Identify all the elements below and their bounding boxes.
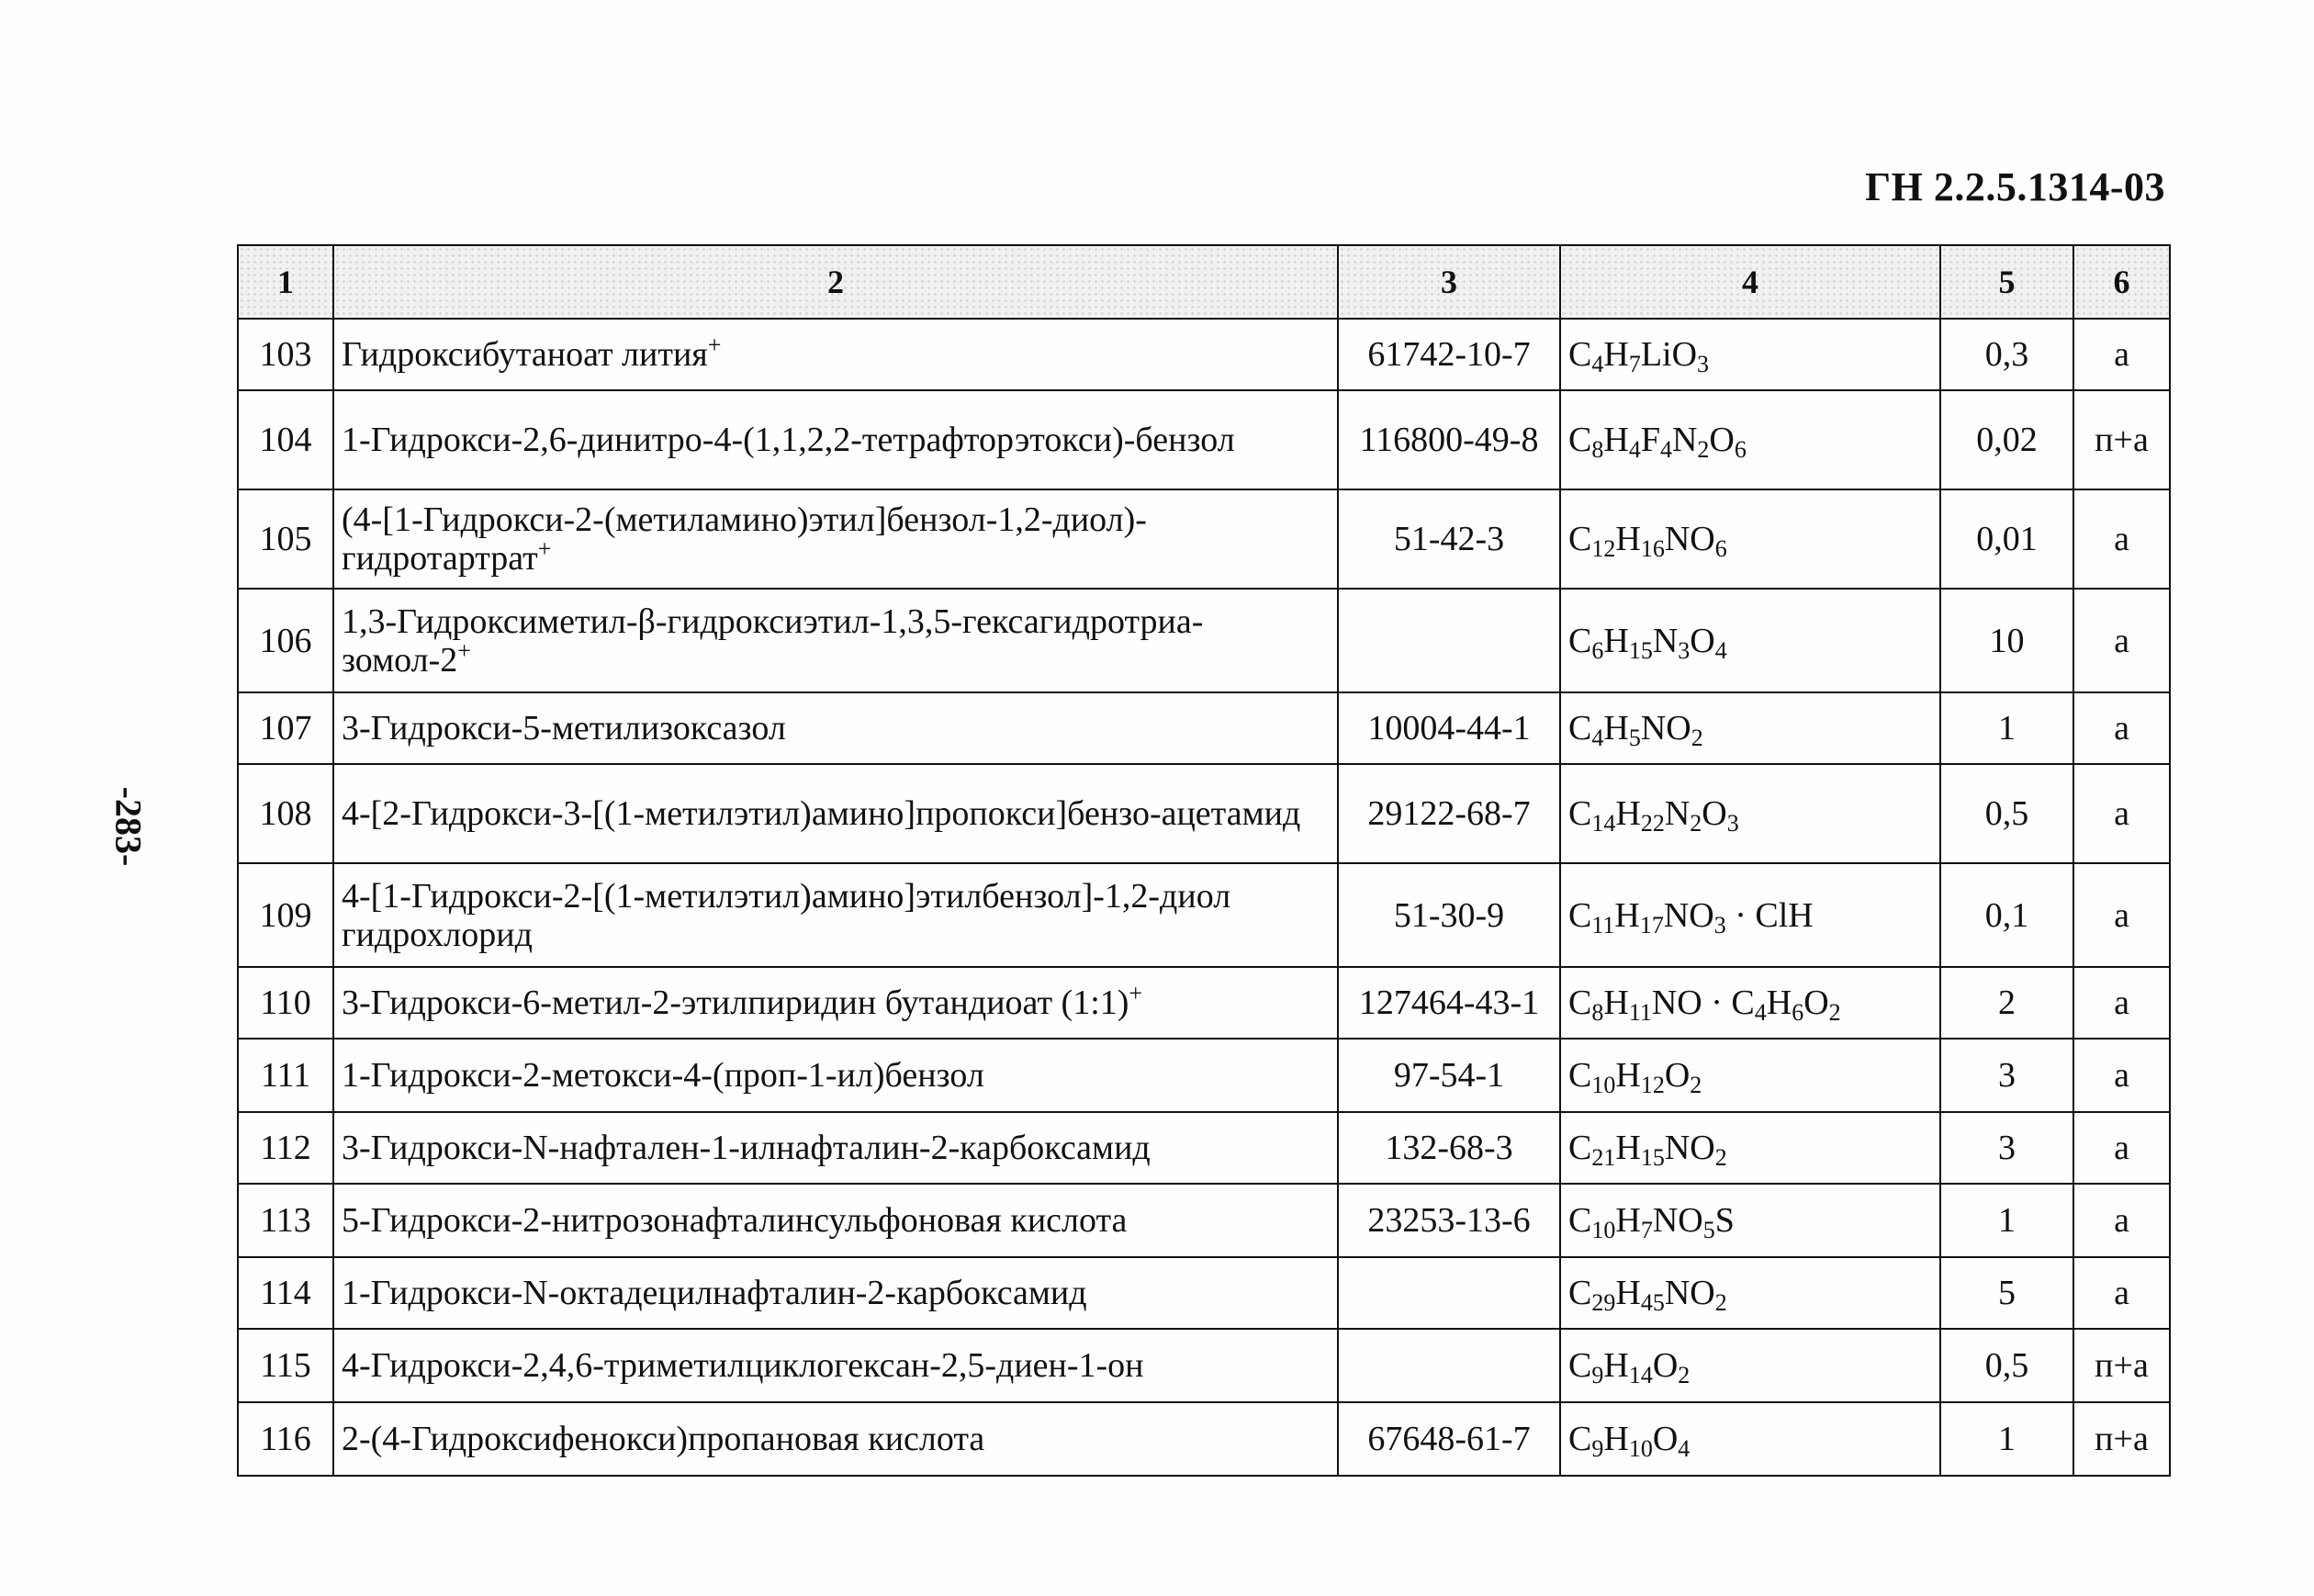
substance-name: 1-Гидрокси-2-метокси-4-(проп-1-ил)бензол: [333, 1039, 1338, 1112]
limit-value: 10: [1940, 589, 2073, 692]
table-row: [238, 1184, 2170, 1257]
limit-value: 0,3: [1940, 319, 2073, 390]
column-header: 4: [1560, 245, 1940, 319]
chemical-formula: $C_6H_{15}N_3O_4$: [1560, 589, 1940, 692]
chemical-formula: $C_{14}H_{22}N_2O_3$: [1560, 764, 1940, 863]
row-number: 108: [238, 764, 333, 863]
row-number: 116: [238, 1402, 333, 1476]
aggregate-state: а: [2073, 863, 2170, 967]
chemical-formula: $C_8H_{11}NO \cdot C_4H_6O_2$: [1560, 967, 1940, 1039]
limit-value: 5: [1940, 1257, 2073, 1329]
limit-value: 1: [1940, 692, 2073, 764]
chemical-formula: $C_{21}H_{15}NO_2$: [1560, 1112, 1940, 1184]
column-header: 1: [238, 245, 333, 319]
cas-number: 10004-44-1: [1338, 692, 1560, 764]
substance-name: 3-Гидрокси-N-нафтален-1-илнафталин-2-карбоксамид: [333, 1112, 1338, 1184]
row-number: 109: [238, 863, 333, 967]
cas-number: [1338, 1329, 1560, 1402]
document-code: ГН 2.2.5.1314-03: [1865, 164, 2165, 209]
cas-number: 67648-61-7: [1338, 1402, 1560, 1476]
aggregate-state: п+а: [2073, 1402, 2170, 1476]
cas-number: 97-54-1: [1338, 1039, 1560, 1112]
row-number: 114: [238, 1257, 333, 1329]
chemical-formula: $C_8H_4F_4N_2O_6$: [1560, 390, 1940, 489]
cas-number: 132-68-3: [1338, 1112, 1560, 1184]
limit-value: 0,1: [1940, 863, 2073, 967]
substance-name: 5-Гидрокси-2-нитрозонафталинсульфоновая кислота: [333, 1184, 1338, 1257]
cas-number: [1338, 589, 1560, 692]
aggregate-state: а: [2073, 1039, 2170, 1112]
column-header: 3: [1338, 245, 1560, 319]
table-row: [238, 1039, 2170, 1112]
chemical-formula: $C_{29}H_{45}NO_2$: [1560, 1257, 1940, 1329]
table-row: [238, 1257, 2170, 1329]
substance-name: 1-Гидрокси-2,6-динитро-4-(1,1,2,2-тетрафторэтокси)-бензол: [333, 390, 1338, 489]
table-row: [238, 967, 2170, 1039]
chemical-formula: $C_4H_5NO_2$: [1560, 692, 1940, 764]
row-number: 104: [238, 390, 333, 489]
substance-name: 4-Гидрокси-2,4,6-триметилциклогексан-2,5-диен-1-он: [333, 1329, 1338, 1402]
cas-number: 116800-49-8: [1338, 390, 1560, 489]
aggregate-state: а: [2073, 1257, 2170, 1329]
table-row: [238, 589, 2170, 692]
aggregate-state: а: [2073, 692, 2170, 764]
aggregate-state: п+а: [2073, 390, 2170, 489]
substance-name: 4-[2-Гидрокси-3-[(1-метилэтил)амино]пропокси]бензо-ацетамид: [333, 764, 1338, 863]
limit-value: 1: [1940, 1402, 2073, 1476]
table-row: [238, 1112, 2170, 1184]
substance-name: 1-Гидрокси-N-октадецилнафталин-2-карбоксамид: [333, 1257, 1338, 1329]
row-number: 112: [238, 1112, 333, 1184]
cas-number: 51-30-9: [1338, 863, 1560, 967]
table-header-row: [238, 245, 2170, 319]
table-row: [238, 863, 2170, 967]
substance-name: 1,3-Гидроксиметил-β-гидроксиэтил-1,3,5-гексагидротриа-зомол-2+: [333, 589, 1338, 692]
aggregate-state: а: [2073, 319, 2170, 390]
table-row: [238, 390, 2170, 489]
cas-number: 29122-68-7: [1338, 764, 1560, 863]
row-number: 106: [238, 589, 333, 692]
row-number: 110: [238, 967, 333, 1039]
aggregate-state: а: [2073, 967, 2170, 1039]
cas-number: [1338, 1257, 1560, 1329]
substance-name: 2-(4-Гидроксифенокси)пропановая кислота: [333, 1402, 1338, 1476]
substance-name: Гидроксибутаноат лития+: [333, 319, 1338, 390]
limit-value: 1: [1940, 1184, 2073, 1257]
cas-number: 51-42-3: [1338, 489, 1560, 589]
column-header: 5: [1940, 245, 2073, 319]
chemical-formula: $C_{10}H_7NO_5S$: [1560, 1184, 1940, 1257]
limit-value: 0,5: [1940, 764, 2073, 863]
chemical-formula: $C_4H_7LiO_3$: [1560, 319, 1940, 390]
cas-number: 61742-10-7: [1338, 319, 1560, 390]
table-row: [238, 319, 2170, 390]
substance-name: 3-Гидрокси-6-метил-2-этилпиридин бутандиоат (1:1)+: [333, 967, 1338, 1039]
limit-value: 3: [1940, 1039, 2073, 1112]
cas-number: 23253-13-6: [1338, 1184, 1560, 1257]
limit-value: 2: [1940, 967, 2073, 1039]
page-number: -283-: [107, 786, 150, 867]
cas-number: 127464-43-1: [1338, 967, 1560, 1039]
limit-value: 0,5: [1940, 1329, 2073, 1402]
row-number: 105: [238, 489, 333, 589]
row-number: 111: [238, 1039, 333, 1112]
aggregate-state: а: [2073, 764, 2170, 863]
aggregate-state: п+а: [2073, 1329, 2170, 1402]
row-number: 115: [238, 1329, 333, 1402]
aggregate-state: а: [2073, 489, 2170, 589]
table-row: [238, 489, 2170, 589]
substance-name: (4-[1-Гидрокси-2-(метиламино)этил]бензол-1,2-диол)-гидротартрат+: [333, 489, 1338, 589]
row-number: 107: [238, 692, 333, 764]
column-header: 6: [2073, 245, 2170, 319]
chemical-formula: $C_9H_{14}O_2$: [1560, 1329, 1940, 1402]
limit-value: 3: [1940, 1112, 2073, 1184]
substances-table: [237, 244, 2171, 1477]
limit-value: 0,02: [1940, 390, 2073, 489]
chemical-formula: $C_9H_{10}O_4$: [1560, 1402, 1940, 1476]
table-row: [238, 1329, 2170, 1402]
chemical-formula: $C_{10}H_{12}O_2$: [1560, 1039, 1940, 1112]
substance-name: 4-[1-Гидрокси-2-[(1-метилэтил)амино]этилбензол]-1,2-диол гидрохлорид: [333, 863, 1338, 967]
row-number: 113: [238, 1184, 333, 1257]
aggregate-state: а: [2073, 1112, 2170, 1184]
table-row: [238, 764, 2170, 863]
column-header: 2: [333, 245, 1338, 319]
chemical-formula: $C_{12}H_{16}NO_6$: [1560, 489, 1940, 589]
aggregate-state: а: [2073, 589, 2170, 692]
table-row: [238, 692, 2170, 764]
substance-name: 3-Гидрокси-5-метилизоксазол: [333, 692, 1338, 764]
row-number: 103: [238, 319, 333, 390]
limit-value: 0,01: [1940, 489, 2073, 589]
chemical-formula: $C_{11}H_{17}NO_3$ · ClH: [1560, 863, 1940, 967]
table-row: [238, 1402, 2170, 1476]
aggregate-state: а: [2073, 1184, 2170, 1257]
